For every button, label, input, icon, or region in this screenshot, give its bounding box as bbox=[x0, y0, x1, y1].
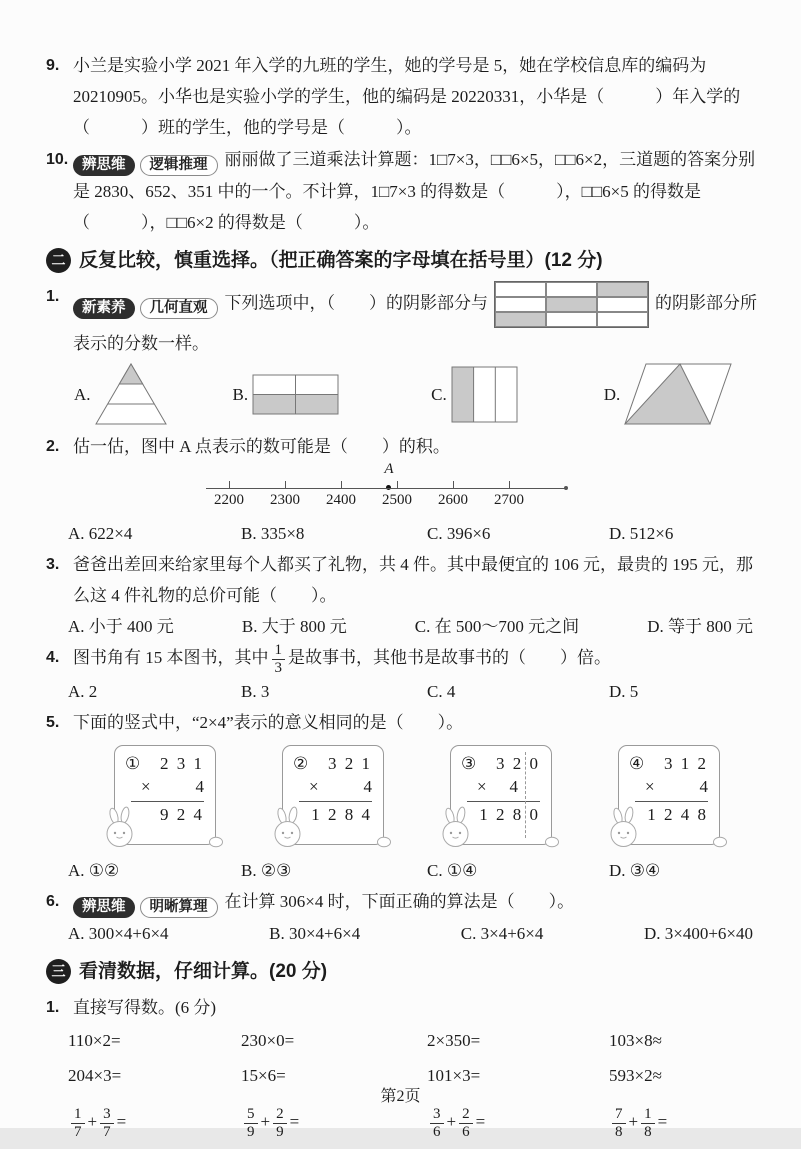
section-2-icon: 二 bbox=[46, 248, 71, 273]
choice-q2-options bbox=[68, 518, 759, 549]
section-2-title: 反复比较，慎重选择。（把正确答案的字母填在括号里）(12 分) bbox=[79, 250, 603, 271]
choice-q6-body bbox=[73, 886, 759, 918]
section-3-title: 看清数据，仔细计算。(20 分) bbox=[79, 961, 328, 983]
fraction-expression: $\frac{1}{7}$ + $\frac{3}{7}$ = bbox=[68, 1106, 241, 1140]
choice-q6-text: 在计算 306×4 时，下面正确的算法是（ ）。 bbox=[224, 892, 575, 912]
times-sign: × bbox=[309, 777, 319, 797]
choice-q1-options-row bbox=[74, 363, 759, 425]
multiplicand: 3 2 0 bbox=[496, 754, 540, 774]
option-c: C. 4 bbox=[427, 682, 456, 702]
choice-q1-text-before: 下列选项中，（ ）的阴影部分与 bbox=[224, 293, 488, 313]
times-sign: × bbox=[645, 777, 655, 797]
option-a: A. 300×4+6×4 bbox=[68, 924, 169, 944]
choice-q3-text: 爸爸出差回来给家里每个人都买了礼物，共 4 件。其中最便宜的 106 元，最贵的 195 元，那么这 4 件礼物的总价可能（ ）。 bbox=[73, 555, 753, 605]
option-b: B. 335×8 bbox=[241, 524, 305, 543]
calc-expression: 593×2≈ bbox=[609, 1066, 662, 1086]
choice-q5-text: 下面的竖式中，“2×4”表示的意义相同的是（ ）。 bbox=[73, 713, 464, 733]
option-d-letter: D. bbox=[603, 384, 621, 404]
option-c: C. 3×4+6×4 bbox=[460, 924, 544, 944]
triangle-thirds-figure bbox=[95, 363, 167, 425]
option-c-letter: C. bbox=[431, 384, 447, 404]
choice-q2-number: 2. bbox=[46, 438, 60, 455]
bunny-paw-icon bbox=[544, 836, 560, 848]
option-c: C. 在 500～700 元之间 bbox=[414, 617, 580, 636]
choice-q4-options bbox=[68, 676, 759, 707]
choice-q5-options bbox=[68, 855, 759, 886]
choice-q1-body bbox=[73, 281, 759, 359]
choice-q2-text: 估一估，图中 A 点表示的数可能是（ ）的积。 bbox=[73, 437, 450, 456]
bunny-paw-icon bbox=[712, 836, 728, 848]
bunny-paw-icon bbox=[208, 836, 224, 848]
bunny-paw-icon bbox=[376, 836, 392, 848]
choice-q6-number: 6. bbox=[46, 893, 60, 911]
question-10-number: 10. bbox=[46, 151, 69, 168]
point-a-label: A bbox=[384, 461, 394, 477]
calc-expression: 101×3= bbox=[427, 1066, 481, 1086]
multiplication-box-1 bbox=[114, 745, 216, 845]
option-a-triangle bbox=[74, 363, 167, 425]
fraction-expression: $\frac{5}{9}$ + $\frac{2}{9}$ = bbox=[241, 1106, 427, 1140]
badge-luo-ji-tui-li: 逻辑推理 bbox=[140, 155, 218, 176]
tick-label: 2200 bbox=[214, 492, 244, 508]
multiplication-box-3 bbox=[450, 745, 552, 845]
option-b: B. 3 bbox=[241, 682, 270, 702]
bunny-mascot-icon bbox=[606, 807, 642, 849]
product: 9 2 4 bbox=[160, 805, 204, 825]
tick-label: 2700 bbox=[494, 492, 524, 508]
question-10 bbox=[46, 144, 759, 238]
multiplier: 4 bbox=[363, 777, 372, 797]
number-line-figure bbox=[206, 462, 574, 518]
product: 1 2 8 4 bbox=[311, 805, 372, 825]
page-number: 第2页 bbox=[380, 1088, 421, 1105]
option-b: B. ②③ bbox=[241, 861, 292, 881]
option-b: B. 大于 800 元 bbox=[241, 617, 347, 636]
fraction-expression: $\frac{7}{8}$ + $\frac{1}{8}$ = bbox=[609, 1106, 759, 1140]
choice-q6-options bbox=[68, 918, 759, 949]
bunny-mascot-icon bbox=[102, 807, 138, 849]
multiplier: 4 bbox=[195, 777, 204, 797]
choice-question-5 bbox=[46, 707, 759, 738]
vertical-multiplication-row bbox=[114, 745, 759, 845]
option-d-parallelogram bbox=[604, 363, 733, 425]
place-value-dashed-line bbox=[525, 752, 526, 838]
tick-label: 2600 bbox=[438, 492, 468, 508]
choice-q5-number: 5. bbox=[46, 714, 60, 732]
parallelogram-triangle-figure bbox=[624, 363, 732, 425]
choice-q4-text-before: 图书角有 15 本图书，其中 bbox=[73, 648, 269, 667]
number-line bbox=[206, 488, 566, 489]
question-9-text: 小兰是实验小学 2021 年入学的九班的学生，她的学号是 5，她在学校信息库的编码为 20210905。小华也是实验小学的学生，他的编码是 20220331，小华是（ ）年入学的（ ）班的学生，他的学号是（ ）。 bbox=[73, 56, 741, 137]
option-b: B. 30×4+6×4 bbox=[269, 924, 361, 944]
bunny-mascot-icon bbox=[438, 807, 474, 849]
question-9-number: 9. bbox=[46, 57, 60, 74]
multiplicand: 2 3 1 bbox=[160, 754, 204, 774]
choice-q3-number: 3. bbox=[46, 556, 60, 573]
box-label: ② bbox=[293, 754, 309, 774]
calc-expression: 15×6= bbox=[241, 1066, 286, 1086]
bunny-mascot-icon bbox=[270, 807, 306, 849]
box-label: ④ bbox=[629, 754, 645, 774]
calc-expression: 230×0= bbox=[241, 1031, 295, 1051]
calc-expression: 110×2= bbox=[68, 1031, 121, 1051]
option-d: D. ③④ bbox=[609, 861, 661, 881]
multiplicand: 3 2 1 bbox=[328, 754, 372, 774]
choice-q4-text-after: 是故事书，其他书是故事书的（ ）倍。 bbox=[288, 648, 611, 667]
product: 1 2 8 0 bbox=[479, 805, 540, 825]
calc-q1-text: 直接写得数。(6 分) bbox=[73, 998, 217, 1018]
calc-row-1 bbox=[68, 1023, 759, 1058]
box-label: ③ bbox=[461, 754, 477, 774]
question-10-body bbox=[73, 144, 759, 238]
option-a: A. 2 bbox=[68, 682, 98, 702]
multiplier: 4 bbox=[699, 777, 708, 797]
calc-expression: 103×8≈ bbox=[609, 1031, 662, 1051]
badge-xin-su-yang: 新素养 bbox=[73, 298, 135, 319]
choice-q3-options bbox=[68, 611, 759, 642]
choice-question-2 bbox=[46, 431, 759, 462]
multiplication-box-2 bbox=[282, 745, 384, 845]
choice-q4-body bbox=[73, 642, 759, 676]
choice-q1-number: 1. bbox=[46, 288, 60, 305]
question-9 bbox=[46, 50, 759, 143]
choice-q4-number: 4. bbox=[46, 649, 60, 666]
option-c: C. 396×6 bbox=[427, 524, 491, 543]
option-a: A. ①② bbox=[68, 861, 120, 881]
tick-label: 2400 bbox=[326, 492, 356, 508]
calc-q1-number: 1. bbox=[46, 999, 60, 1017]
tick-label: 2300 bbox=[270, 492, 300, 508]
calc-question-1 bbox=[46, 992, 759, 1023]
option-a: A. 622×4 bbox=[68, 524, 133, 543]
fraction-expression: $\frac{3}{6}$ + $\frac{2}{6}$ = bbox=[427, 1106, 609, 1140]
choice-q1-text-after: 的阴影部分所表示的分数一样。 bbox=[73, 293, 757, 353]
calc-expression: 204×3= bbox=[68, 1066, 122, 1086]
multiplicand: 3 1 2 bbox=[664, 754, 708, 774]
option-d: D. 等于 800 元 bbox=[647, 617, 753, 636]
tick-label: 2500 bbox=[382, 492, 412, 508]
option-a-letter: A. bbox=[74, 384, 91, 404]
choice-question-4 bbox=[46, 642, 759, 676]
section-3-icon: 三 bbox=[46, 959, 71, 984]
product: 1 2 4 8 bbox=[647, 805, 708, 825]
option-d: D. 3×400+6×40 bbox=[643, 924, 753, 944]
multiplication-box-4 bbox=[618, 745, 720, 845]
choice-question-3 bbox=[46, 549, 759, 611]
shaded-fraction-grid-figure bbox=[494, 281, 649, 328]
option-d: D. 5 bbox=[609, 682, 639, 702]
multiplier: 4 bbox=[509, 777, 518, 797]
section-3-header bbox=[46, 956, 759, 987]
option-b-grid bbox=[233, 374, 340, 415]
calc-expression: 2×350= bbox=[427, 1031, 481, 1051]
badge-ji-he-zhi-guan: 几何直观 bbox=[140, 298, 218, 319]
option-a: A. 小于 400 元 bbox=[68, 617, 174, 636]
question-10-text: 丽丽做了三道乘法计算题：1□7×3，□□6×5，□□6×2，三道题的答案分别是 2830、652、351 中的一个。不计算，1□7×3 的得数是（ ），□□6×5 的得数是（ ），□□6×2 的得数是（ ）。 bbox=[73, 150, 756, 232]
times-sign: × bbox=[477, 777, 487, 797]
choice-question-1 bbox=[46, 281, 759, 359]
option-b-letter: B. bbox=[232, 384, 249, 404]
box-label: ① bbox=[125, 754, 141, 774]
option-c-strips bbox=[431, 366, 518, 423]
badge-ming-xi-suan-li: 明晰算理 bbox=[140, 897, 218, 918]
badge-bian-si-wei: 辨思维 bbox=[73, 897, 135, 918]
fraction-one-third: $\frac{1}{3}$ bbox=[272, 642, 286, 676]
two-by-two-grid-figure bbox=[252, 374, 339, 415]
times-sign: × bbox=[141, 777, 151, 797]
badge-bian-si-wei: 辨思维 bbox=[73, 155, 135, 176]
option-d: D. 512×6 bbox=[609, 524, 674, 543]
choice-question-6 bbox=[46, 886, 759, 918]
option-c: C. ①④ bbox=[427, 861, 478, 881]
section-2-header bbox=[46, 245, 759, 276]
vertical-thirds-figure bbox=[451, 366, 518, 423]
